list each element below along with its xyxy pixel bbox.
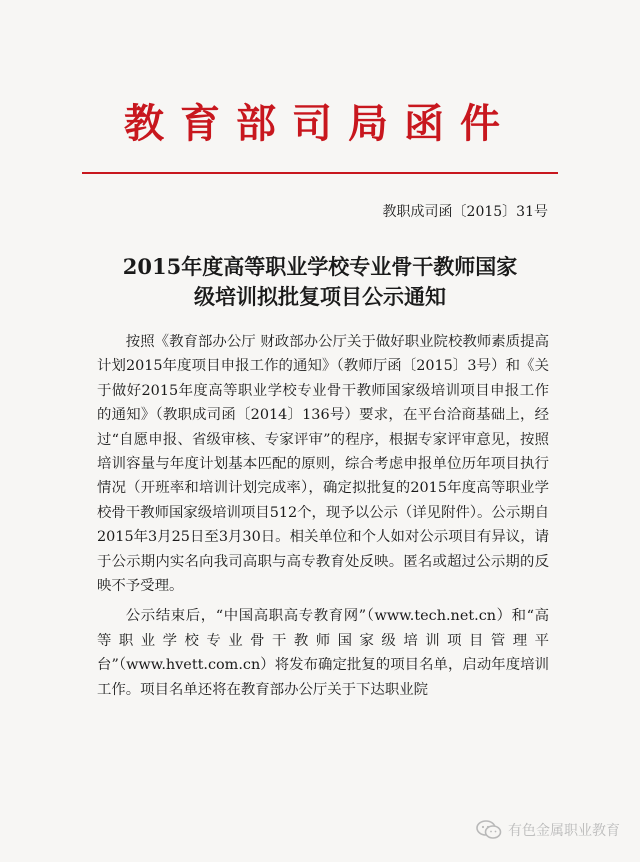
document-number: 教职成司函〔2015〕31号 bbox=[382, 204, 548, 220]
notice-title-line-2: 级培训拟批复项目公示通知 bbox=[194, 284, 446, 309]
body-paragraph-1: 按照《教育部办公厅 财政部办公厅关于做好职业院校教师素质提高计划2015年度项目申报工作的通知》（教师厅函〔2015〕3号）和《关于做好2015年度高等职业学校专业骨干教师国家级培训项目申报工作的通知》（教职成司函〔2014〕136号）要求，在平台洽商基础上，经过“自愿申报、省级审核、专家评审”的程序，根据专家评审意见，按照培训容量与年度计划基本匹配的原则，综合考虑申报单位历年项目执行情况（开班率和培训计划完成率），确定拟批复的2015年度高等职业学校骨干教师国家级培训项目512个，现予以公示（详见附件）。公示期自2015年3月25日至3月30日。相关单位和个人如对公示项目有异议，请于公示期内实名向我司高职与高专教育处反映。匿名或超过公示期的反映不予受理。 bbox=[97, 334, 549, 595]
notice-body bbox=[97, 330, 549, 708]
notice-title-line-1: 2015年度高等职业学校专业骨干教师国家 bbox=[122, 254, 518, 279]
masthead-title: 教育部司局函件 bbox=[124, 100, 516, 147]
red-divider-line bbox=[82, 172, 558, 174]
notice-title bbox=[0, 252, 640, 312]
source-watermark bbox=[476, 820, 620, 840]
wechat-icon bbox=[476, 820, 502, 840]
body-paragraph-2: 公示结束后，“中国高职高专教育网”（www.tech.net.cn）和“高等职业学校专业骨干教师国家级培训项目管理平台”（www.hvett.com.cn）将发布确定批复的项目名单，启动年度培训工作。项目名单还将在教育部办公厅关于下达职业院 bbox=[97, 608, 549, 698]
watermark-text: 有色金属职业教育 bbox=[508, 823, 620, 839]
